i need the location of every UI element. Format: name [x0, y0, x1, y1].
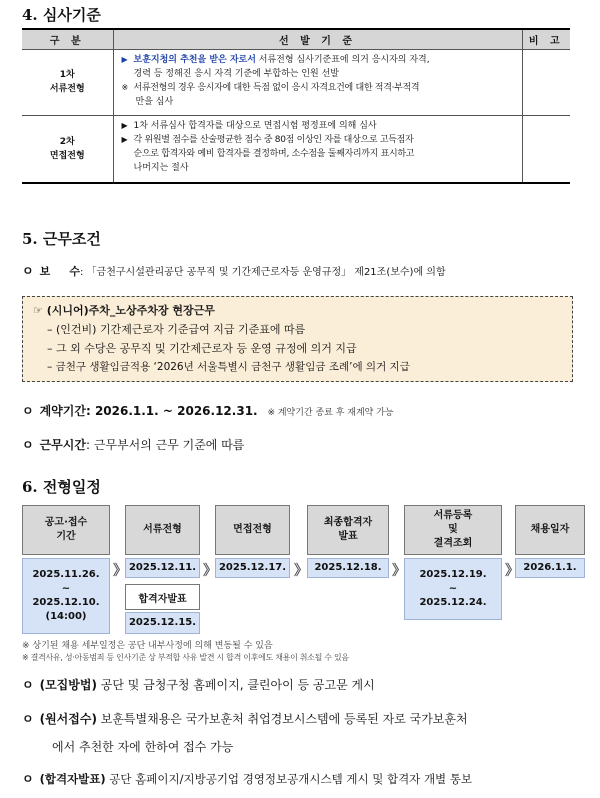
remarks-cell [522, 49, 570, 115]
circle-bullet-icon: ㅇ [22, 404, 34, 418]
table-row [22, 49, 570, 115]
section-6-title: 6. 전형일정 [22, 478, 101, 496]
circle-bullet-icon: ㅇ [22, 772, 34, 786]
list-item: 경력 등 정해진 응시 자격 기준에 부합하는 인원 선발 [133, 68, 339, 79]
pay-label: 보 수 [39, 265, 80, 278]
announcement-row: ㅇ (합격자발표) 공단 홈페이지/지방공기업 경영정보공개시스템 게시 및 합격자 개별 통보 [22, 772, 473, 786]
stage-number: 2차 [59, 136, 75, 147]
application-row-cont: 에서 추천한 자에 한하여 접수 가능 [52, 740, 234, 754]
table-header-criteria: 선 발 기 준 [113, 29, 522, 49]
work-condition-box [22, 296, 573, 382]
list-item: ▶ 각 위원별 점수를 산술평균한 점수 중 80점 이상인 자를 대상으로 고득점자 [121, 134, 414, 145]
stage-employment-date: 채용일자 [515, 505, 585, 555]
stage-final-announcement: 최종합격자 발표 [307, 505, 389, 555]
chevron-right-icon: 》 [505, 563, 515, 579]
stage-document-pass-announcement: 합격자발표 [125, 584, 200, 610]
circle-bullet-icon: ㅇ [22, 438, 34, 452]
contract-row [22, 402, 394, 419]
section-5-title: 5. 근무조건 [22, 230, 101, 248]
table-header-category: 구 분 [22, 29, 113, 49]
circle-bullet-icon: ㅇ [22, 264, 34, 278]
box-header: ☞ (시니어)주차_노상주차장 현장근무 [33, 304, 215, 317]
chevron-right-icon: 》 [113, 563, 123, 579]
screening-criteria-table [22, 28, 570, 184]
stage-date: 2026.1.1. [515, 558, 585, 578]
remarks-cell [522, 115, 570, 183]
triangle-bullet-icon: ▶ [121, 134, 128, 144]
hours-row [22, 436, 244, 453]
table-row [22, 115, 570, 183]
stage-notice-application: 공고·접수 기간 [22, 505, 110, 555]
list-item: 만을 심사 [135, 96, 174, 107]
triangle-bullet-icon: ▶ [121, 54, 128, 64]
stage-date: 2025.12.18. [307, 558, 389, 578]
stage-document-registration: 서류등록 및 결격조회 [404, 505, 502, 555]
section-4-title: 4. 심사기준 [22, 6, 101, 24]
criteria-cell [113, 49, 522, 115]
list-item: ▶ 보훈지청의 추천을 받은 자로서 서류전형 심사기준표에 의거 응시자의 자격, [121, 54, 430, 65]
stage-date: 2025.12.17. [215, 558, 290, 578]
row-label [22, 115, 113, 183]
stage-name: 서류전형 [49, 84, 85, 94]
table-header-remarks: 비 고 [522, 29, 570, 49]
schedule-note-1: ※ 상기된 채용 세부일정은 공단 내부사정에 의해 변동될 수 있음 [22, 641, 273, 651]
stage-number: 1차 [59, 70, 75, 80]
hours-text: : 근무부서의 근무 기준에 따름 [85, 438, 245, 452]
stage-interview: 면접전형 [215, 505, 290, 555]
stage-name: 면접전형 [49, 150, 85, 161]
circle-bullet-icon: ㅇ [22, 712, 34, 726]
contract-period: : 2026.1.1. ~ 2026.12.31. [85, 404, 258, 418]
list-item: ▶ 1차 서류심사 합격자를 대상으로 면접시험 평정표에 의해 심사 [121, 120, 377, 131]
stage-date: 2025.11.26. ~ 2025.12.10. (14:00) [22, 558, 110, 634]
box-line: – (인건비) 기간제근로자 기준급여 지급 기준표에 따름 [47, 323, 306, 336]
stage-date: 2025.12.11. [125, 558, 200, 578]
circle-bullet-icon: ㅇ [22, 678, 34, 692]
recruitment-method-row: ㅇ (모집방법) 공단 및 금청구청 홈페이지, 클린아이 등 공고문 게시 [22, 678, 375, 692]
application-row: ㅇ (원서접수) 보훈특별채용은 국가보훈처 취업경보시스템에 등록된 자로 국가보훈처 [22, 712, 468, 726]
chevron-right-icon: 》 [392, 563, 402, 579]
row-label [22, 49, 113, 115]
chevron-right-icon: 》 [203, 563, 213, 579]
triangle-bullet-icon: ▶ [121, 120, 128, 130]
contract-note: ※ 계약기간 종료 후 재계약 가능 [267, 408, 394, 418]
hours-label: 근무시간 [39, 438, 86, 452]
criteria-cell [113, 115, 522, 183]
pay-row [22, 262, 446, 279]
chevron-right-icon: 》 [294, 563, 304, 579]
schedule-note-2: ※ 결격사유, 성·아동범죄 등 인사기준 상 부적합 사유 발견 시 합격 이후에도 채용이 취소될 수 있음 [22, 653, 349, 662]
list-item: ※ 서류전형의 경우 응시자에 대한 득점 없이 응시 자격요건에 대한 적격·부적격 [121, 82, 420, 93]
box-line: – 그 외 수당은 공무직 및 기간제근로자 등 운영 규정에 의거 지급 [47, 342, 357, 355]
box-line: – 금천구 생활임금적용 ‘2026년 서울특별시 금천구 생활임금 조례’에 의거 지급 [47, 361, 410, 373]
list-item: 순으로 합격자와 예비 합격자를 결정하며, 소수점을 둘째자리까지 표시하고 [133, 148, 415, 159]
contract-label: 계약기간 [39, 404, 86, 418]
stage-document-screening: 서류전형 [125, 505, 200, 555]
pay-text: : 「금천구시설관리공단 공무직 및 기간제근로자등 운영규정」 제21조(보수)에 의함 [80, 267, 446, 278]
stage-date: 2025.12.15. [125, 612, 200, 634]
list-item: 나머지는 절사 [133, 162, 189, 173]
stage-date: 2025.12.19. ~ 2025.12.24. [404, 558, 502, 620]
